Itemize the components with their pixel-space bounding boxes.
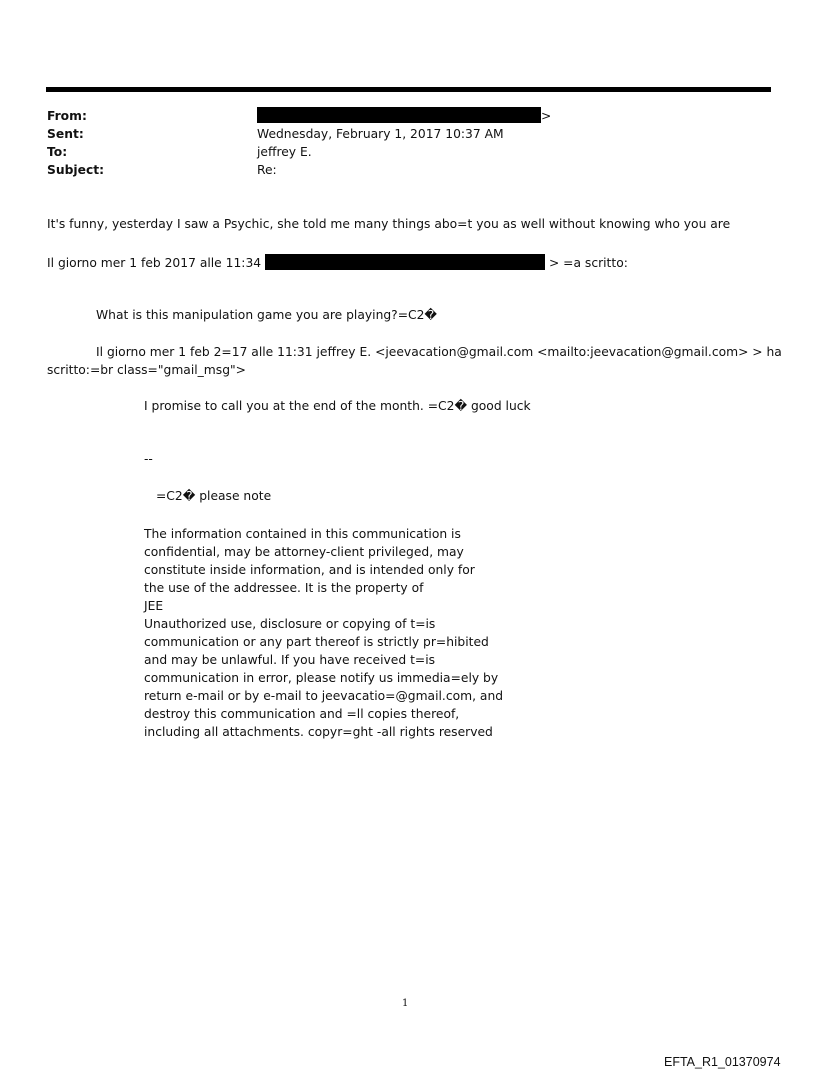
disclaimer-line: JEE (144, 599, 164, 613)
body-line-1: It's funny, yesterday I saw a Psychic, she told me many things abo=t you as well without knowing who you are (47, 217, 731, 231)
disclaimer-line: communication in error, please notify us immedia=ely by (144, 671, 499, 685)
quote-header-2-line-1: Il giorno mer 1 feb 2=17 alle 11:31 jeffrey E. <jeevacation@gmail.com <mailto:jeevacation@gmail.com> > ha (96, 345, 782, 359)
promise-line: I promise to call you at the end of the month. =C2� good luck (144, 399, 531, 413)
subject-label: Subject: (47, 163, 105, 177)
header-rule (46, 87, 771, 92)
page-number: 1 (402, 998, 409, 1009)
to-label: To: (47, 145, 68, 159)
to-value: jeffrey E. (257, 145, 312, 159)
disclaimer-line: The information contained in this communication is (144, 527, 461, 541)
document-id: EFTA_R1_01370974 (664, 1055, 781, 1069)
disclaimer-block (144, 525, 503, 741)
disclaimer-line: communication or any part thereof is strictly pr=hibited (144, 635, 489, 649)
quote-header-2-line-2: scritto:=br class="gmail_msg"> (47, 363, 246, 377)
signature-separator: -- (144, 452, 153, 466)
quote1-prefix: Il giorno mer 1 feb 2017 alle 11:34 (47, 256, 262, 270)
quote-header-1 (47, 254, 628, 272)
from-value (257, 107, 551, 125)
disclaimer-line: the use of the addressee. It is the property of (144, 581, 424, 595)
subject-value: Re: (257, 163, 277, 177)
from-suffix: > (541, 109, 552, 123)
question-line: What is this manipulation game you are playing?=C2� (96, 308, 438, 322)
note-line: =C2� please note (156, 489, 272, 503)
disclaimer-line: Unauthorized use, disclosure or copying of t=is (144, 617, 436, 631)
quote1-suffix: > =a scritto: (548, 256, 628, 270)
disclaimer-line: constitute inside information, and is intended only for (144, 563, 475, 577)
redaction-bar (257, 107, 541, 123)
disclaimer-line: return e-mail or by e-mail to jeevacatio=@gmail.com, and (144, 689, 504, 703)
disclaimer-line: and may be unlawful. If you have received t=is (144, 653, 436, 667)
sent-label: Sent: (47, 127, 84, 141)
disclaimer-line: confidential, may be attorney-client privileged, may (144, 545, 464, 559)
redaction-bar (265, 254, 545, 270)
from-label: From: (47, 109, 87, 123)
sent-value: Wednesday, February 1, 2017 10:37 AM (257, 127, 504, 141)
disclaimer-line: destroy this communication and =ll copies thereof, (144, 707, 460, 721)
disclaimer-line: including all attachments. copyr=ght -all rights reserved (144, 725, 493, 739)
